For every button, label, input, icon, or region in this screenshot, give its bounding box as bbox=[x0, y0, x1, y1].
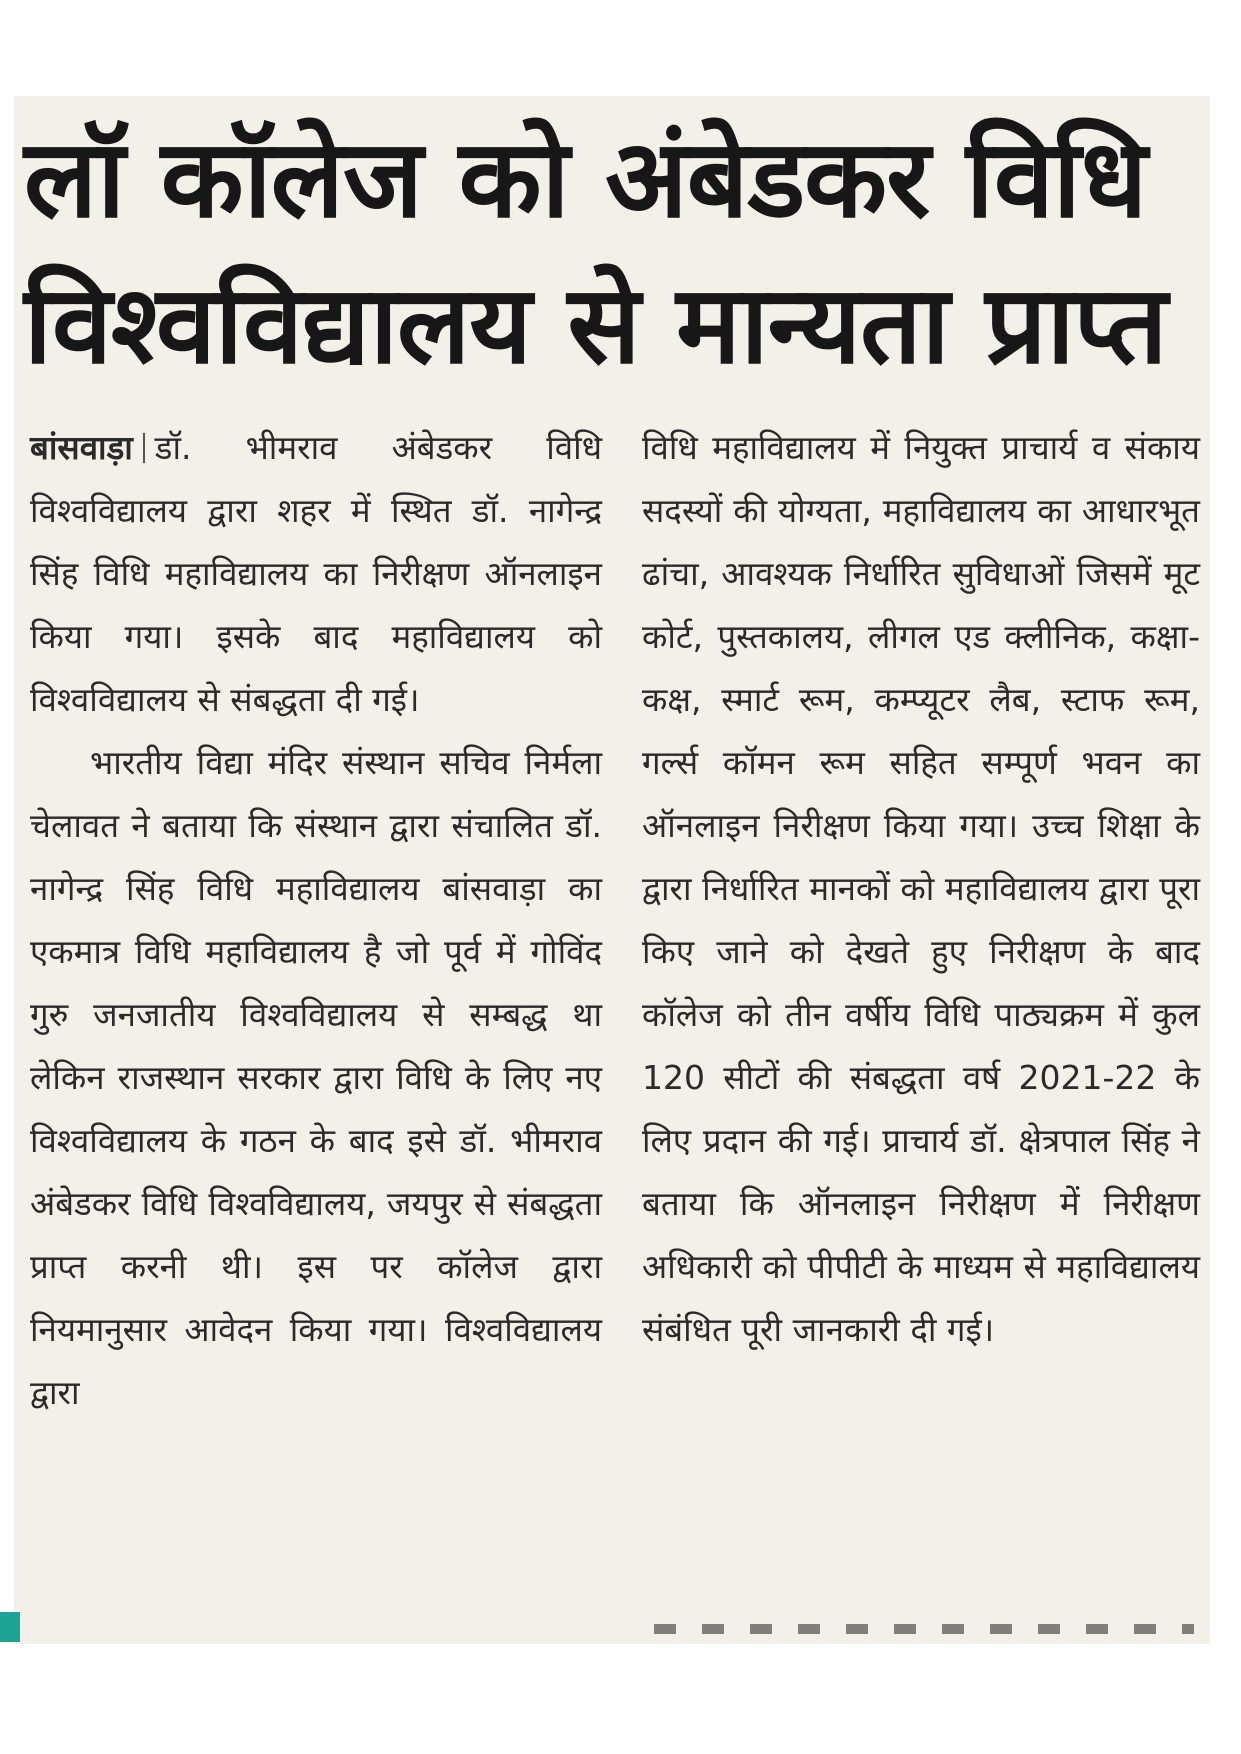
column-2-paragraph-1: विधि महाविद्यालय में नियुक्त प्राचार्य व संकाय सदस्यों की योग्यता, महाविद्यालय का आधारभूत ढांचा, आवश्यक निर्धारित सुविधाओं जिसमें मूट कोर्ट, पुस्तकालय, लीगल एड क्लीनिक, कक्षा-कक्ष, स्मार्ट रूम, कम्प्यूटर लैब, स्टाफ रूम, गर्ल्स कॉमन रूम सहित सम्पूर्ण भवन का ऑनलाइन निरीक्षण किया गया। उच्च शिक्षा के द्वारा निर्धारित मानकों को महाविद्यालय द्वारा पूरा किए जाने को देखते हुए निरीक्षण के बाद कॉलेज को तीन वर्षीय विधि पाठ्यक्रम में कुल 120 सीटों की संबद्धता वर्ष 2021-22 के लिए प्रदान की गई। प्राचार्य डॉ. क्षेत्रपाल सिंह ने बताया कि ऑनलाइन निरीक्षण में निरीक्षण अधिकारी को पीपीटी के माध्यम से महाविद्यालय संबंधित पूरी जानकारी दी गई। bbox=[642, 428, 1200, 1349]
article-column-2 bbox=[642, 416, 1200, 1361]
article-column-1 bbox=[30, 416, 602, 1424]
clipping-cut-edge bbox=[654, 1624, 1194, 1634]
corner-mark bbox=[0, 1612, 20, 1642]
headline-line-2: विश्वविद्यालय से मान्यता प्राप्त bbox=[24, 263, 1167, 388]
column-1-paragraph-2: भारतीय विद्या मंदिर संस्थान सचिव निर्मला चेलावत ने बताया कि संस्थान द्वारा संचालित डॉ. नागेन्द्र सिंह विधि महाविद्यालय बांसवाड़ा का एकमात्र विधि महाविद्यालय है जो पूर्व में गोविंद गुरु जनजातीय विश्वविद्यालय से सम्बद्ध था लेकिन राजस्थान सरकार द्वारा विधि के लिए नए विश्वविद्यालय के गठन के बाद इसे डॉ. भीमराव अंबेडकर विधि विश्वविद्यालय, जयपुर से संबद्धता प्राप्त करनी थी। इस पर कॉलेज द्वारा नियमानुसार आवेदन किया गया। विश्वविद्यालय द्वारा bbox=[30, 743, 602, 1412]
dateline: बांसवाड़ा bbox=[30, 428, 133, 467]
headline-line-1: लॉ कॉलेज को अंबेडकर विधि bbox=[24, 117, 1147, 242]
dateline-separator bbox=[143, 433, 145, 463]
column-1-paragraph-1-text: डॉ. भीमराव अंबेडकर विधि विश्वविद्यालय द्वारा शहर में स्थित डॉ. नागेन्द्र सिंह विधि महाविद्यालय का निरीक्षण ऑनलाइन किया गया। इसके बाद महाविद्यालय को विश्वविद्यालय से संबद्धता दी गई। bbox=[30, 428, 602, 719]
column-1-paragraph-1 bbox=[30, 416, 602, 731]
newspaper-clipping bbox=[14, 96, 1210, 1644]
